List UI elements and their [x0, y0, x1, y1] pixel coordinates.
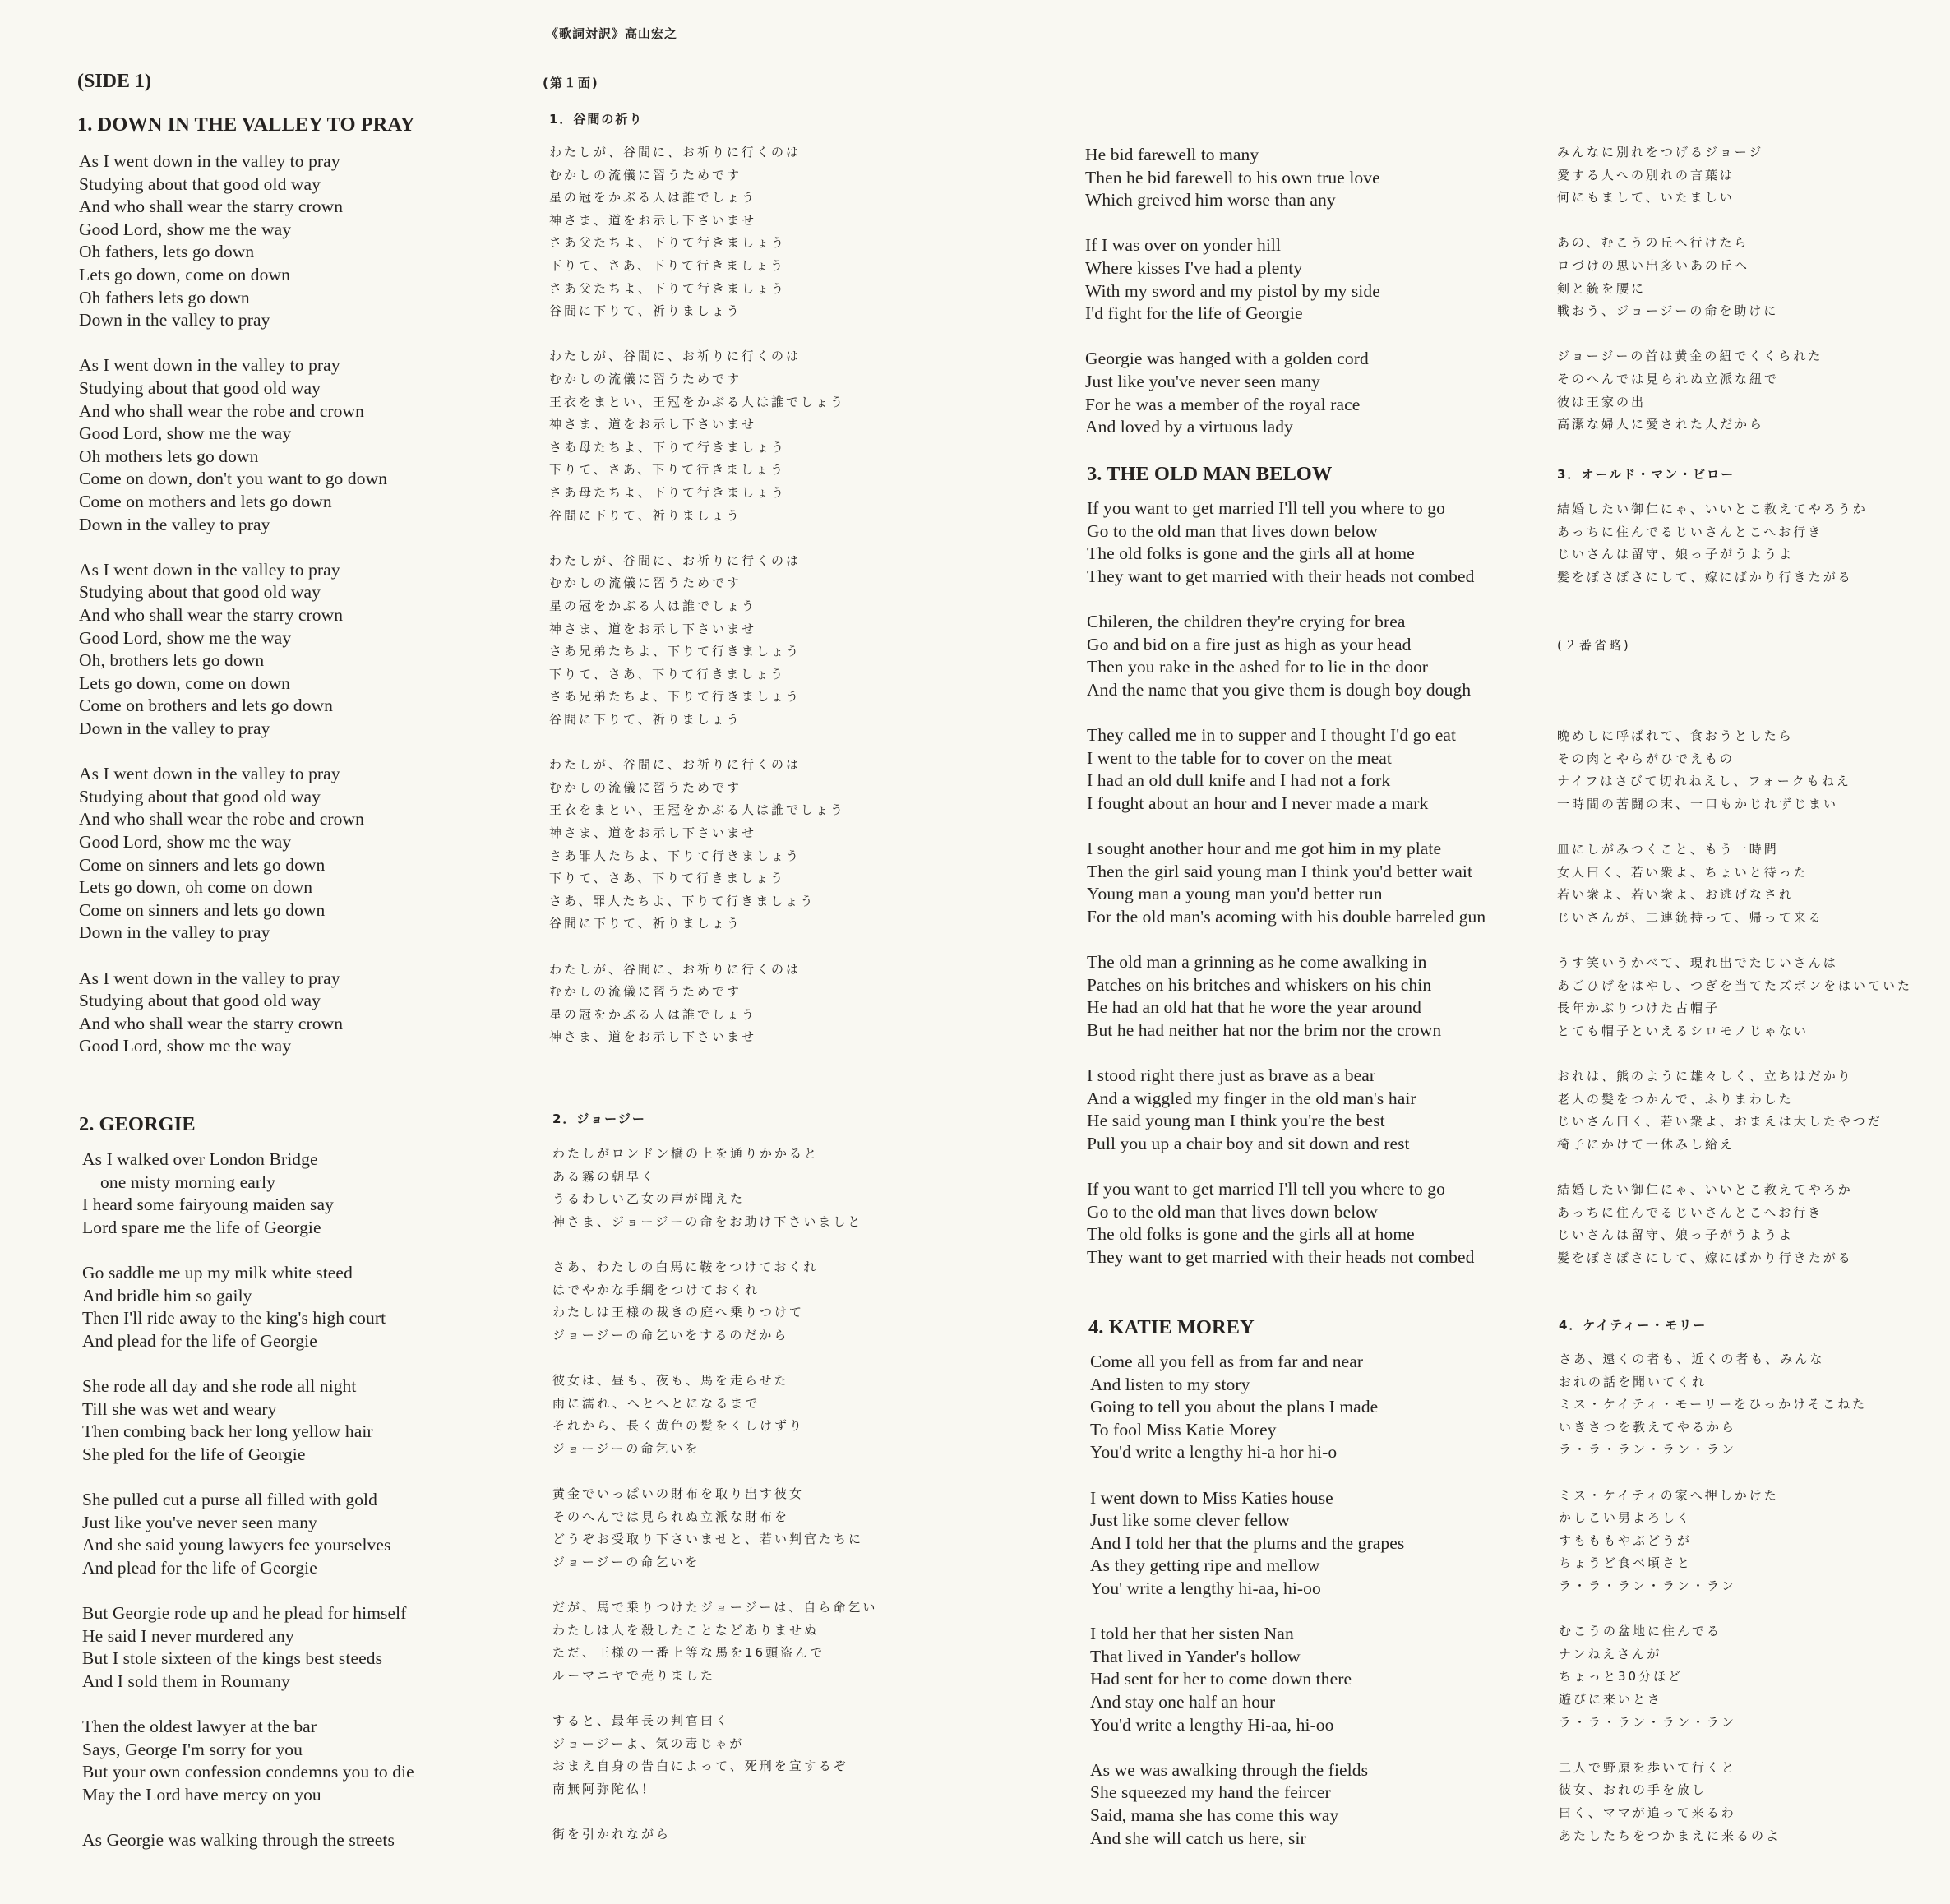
- lyric-line-jp: 結婚したい御仁にゃ、いいとこ教えてやろうか: [1557, 501, 1868, 516]
- lyric-line: Down in the valley to pray: [79, 310, 270, 330]
- lyric-line: I went to the table for to cover on the meat: [1087, 747, 1392, 768]
- lyric-line: As they getting ripe and mellow: [1090, 1555, 1320, 1576]
- lyric-line: Lord spare me the life of Georgie: [82, 1217, 321, 1237]
- lyric-line: Studying about that good old way: [79, 786, 321, 806]
- lyric-line: And listen to my story: [1090, 1374, 1250, 1394]
- lyric-line-jp: 王衣をまとい、王冠をかぶる人は誰でしょう: [549, 802, 846, 818]
- lyric-line-jp: むかしの流儀に習うためです: [549, 779, 742, 795]
- lyric-line-jp: 谷間に下りて、祈りましょう: [549, 712, 742, 727]
- lyric-line: Where kisses I've had a plenty: [1085, 258, 1303, 278]
- lyric-line-jp: わたしがロンドン橋の上を通りかかると: [552, 1146, 820, 1161]
- lyric-line: Studying about that good old way: [79, 991, 321, 1011]
- lyric-line: I told her that her sisten Nan: [1090, 1624, 1294, 1644]
- lyric-line: If I was over on yonder hill: [1085, 235, 1282, 256]
- lyric-line-jp: ロづけの思い出多いあの丘へ: [1557, 258, 1750, 273]
- lyric-line-jp: じいさんは留守、娘っ子がうようよ: [1557, 547, 1795, 562]
- lyric-line-jp: 遊びに来いとさ: [1559, 1692, 1663, 1707]
- lyric-line-jp: 戦おう、ジョージーの命を助けに: [1557, 303, 1779, 319]
- lyric-line: As I walked over London Bridge: [82, 1149, 318, 1169]
- lyric-line-jp: 星の冠をかぶる人は誰でしょう: [549, 598, 757, 613]
- side-label-en: (SIDE 1): [77, 71, 152, 92]
- lyric-line: Come on sinners and lets go down: [79, 899, 326, 920]
- lyric-line: You' write a lengthy hi-aa, hi-oo: [1090, 1578, 1321, 1598]
- lyric-line-jp: わたしは王様の裁きの庭へ乗りつけて: [552, 1305, 805, 1320]
- lyric-line-jp: 結婚したい御仁にゃ、いいとこ教えてやろか: [1557, 1182, 1853, 1197]
- lyric-line: As Georgie was walking through the streets: [82, 1830, 395, 1850]
- lyric-line: And who shall wear the starry crown: [79, 1013, 344, 1033]
- lyric-line-jp: さあ母たちよ、下りて行きましょう: [549, 485, 787, 500]
- lyric-line-jp: その肉とやらがひでえもの: [1557, 751, 1735, 766]
- lyric-line-jp: うるわしい乙女の声が聞えた: [552, 1191, 746, 1207]
- lyric-line-jp: 谷間に下りて、祈りましょう: [549, 303, 742, 319]
- lyric-line: Studying about that good old way: [79, 582, 321, 603]
- lyric-line: She rode all day and she rode all night: [82, 1376, 357, 1396]
- lyric-line: You'd write a lengthy hi-a hor hi-o: [1090, 1442, 1338, 1463]
- lyric-line: Oh fathers, lets go down: [79, 242, 255, 262]
- lyric-line: I went down to Miss Katies house: [1090, 1487, 1333, 1508]
- lyric-line: He said young man I think you're the best: [1087, 1111, 1385, 1131]
- lyric-line-jp: 神さま、道をお示し下さいませ: [549, 621, 757, 636]
- lyric-line-jp: 二人で野原を歩いて行くと: [1559, 1759, 1737, 1775]
- lyric-line-jp: じいさんは留守、娘っ子がうようよ: [1557, 1227, 1795, 1243]
- lyric-line-jp: 谷間に下りて、祈りましょう: [549, 507, 742, 523]
- lyric-line-jp: さあ罪人たちよ、下りて行きましょう: [549, 848, 802, 863]
- lyric-line: Good Lord, show me the way: [79, 627, 292, 648]
- lyric-line-jp: ジョージーの命乞いを: [552, 1554, 700, 1569]
- lyric-line: As I went down in the valley to pray: [79, 968, 340, 988]
- lyric-line-jp: 髪をぼさぼさにして、嫁にばかり行きたがる: [1557, 569, 1853, 585]
- lyric-line-jp: かしこい男よろしく: [1559, 1510, 1693, 1526]
- lyric-line: I had an old dull knife and I had not a fork: [1087, 770, 1391, 791]
- lyric-line: Down in the valley to pray: [79, 922, 270, 943]
- lyric-line-jp: 皿にしがみつくこと、もう一時間: [1557, 842, 1779, 857]
- lyric-line-jp: むかしの流儀に習うためです: [549, 984, 742, 1000]
- lyric-line-jp: それから、長く黄色の髪をくしけずり: [552, 1418, 805, 1434]
- lyric-line: She pled for the life of Georgie: [82, 1444, 306, 1464]
- lyric-line: Which greived him worse than any: [1085, 190, 1336, 210]
- lyric-line-jp: 一時間の苦闘の末、一口もかじれずじまい: [1557, 796, 1839, 811]
- lyric-line-jp: みんなに別れをつげるジョージ: [1557, 145, 1764, 159]
- lyric-line: They called me in to supper and I thought I'd go eat: [1087, 725, 1457, 745]
- lyric-line: I stood right there just as brave as a bear: [1087, 1065, 1376, 1085]
- lyric-line: If you want to get married I'll tell you where to go: [1087, 498, 1445, 518]
- lyric-line-jp: さあ父たちよ、下りて行きましょう: [549, 280, 787, 296]
- lyric-line: I'd fight for the life of Georgie: [1085, 303, 1303, 324]
- lyric-line: Down in the valley to pray: [79, 719, 270, 738]
- lyric-line: Come on mothers and lets go down: [79, 492, 332, 511]
- lyric-line-jp: 彼女は、昼も、夜も、馬を走らせた: [552, 1373, 789, 1388]
- lyric-line-jp: 晩めしに呼ばれて、食おうとしたら: [1557, 728, 1794, 743]
- lyric-line-jp: 谷間に下りて、祈りましょう: [549, 916, 742, 931]
- lyric-line-jp: 街を引かれながら: [552, 1827, 672, 1842]
- lyric-line-jp: 神さま、道をお示し下さいませ: [549, 212, 757, 228]
- lyric-line-jp: 雨に濡れ、へとへとになるまで: [552, 1395, 760, 1411]
- lyric-line: I heard some fairyoung maiden say: [82, 1195, 334, 1215]
- lyric-line-jp: いきさつを教えてやるから: [1559, 1419, 1737, 1435]
- lyric-line: And who shall wear the starry crown: [79, 196, 344, 217]
- lyric-line: But Georgie rode up and he plead for himself: [82, 1603, 407, 1623]
- lyric-line-jp: 星の冠をかぶる人は誰でしょう: [549, 190, 757, 206]
- lyric-line: And who shall wear the robe and crown: [79, 400, 364, 421]
- lyric-line-jp: だが、馬で乗りつけたジョージーは、自ら命乞い: [552, 1600, 878, 1615]
- lyric-line: As I went down in the valley to pray: [79, 764, 340, 784]
- lyric-line: To fool Miss Katie Morey: [1090, 1419, 1277, 1440]
- song-title: 2. GEORGIE: [79, 1113, 196, 1135]
- lyric-line-jp: さあ父たちよ、下りて行きましょう: [549, 235, 787, 251]
- lyric-line: They want to get married with their heads not combed: [1087, 566, 1475, 586]
- lyric-line-jp: ラ・ラ・ラン・ラン・ラン: [1559, 1578, 1737, 1593]
- lyric-line: Then you rake in the ashed for to lie in the door: [1087, 657, 1429, 677]
- lyric-line: For he was a member of the royal race: [1085, 394, 1361, 414]
- song-title: 3. THE OLD MAN BELOW: [1087, 463, 1333, 485]
- lyric-line: Studying about that good old way: [79, 173, 321, 194]
- lyric-line-jp: じいさんが、二連銃持って、帰って来る: [1557, 909, 1823, 925]
- lyric-line-jp: むかしの流儀に習うためです: [549, 575, 742, 591]
- lyric-line: And bridle him so gaily: [82, 1285, 252, 1306]
- lyric-line: Then I'll ride away to the king's high court: [82, 1308, 386, 1329]
- lyric-line: Down in the valley to pray: [79, 514, 270, 534]
- lyric-line-jp: ラ・ラ・ラン・ラン・ラン: [1559, 1442, 1737, 1458]
- lyric-line: The old folks is gone and the girls all at home: [1087, 1224, 1415, 1245]
- lyric-line-jp: 星の冠をかぶる人は誰でしょう: [549, 1006, 757, 1022]
- lyric-line: Then the girl said young man I think you'd better wait: [1087, 861, 1473, 881]
- lyric-line: If you want to get married I'll tell you where to go: [1087, 1179, 1445, 1199]
- lyric-line-jp: 高潔な婦人に愛された人だから: [1557, 417, 1765, 432]
- lyric-line: Had sent for her to come down there: [1090, 1669, 1352, 1689]
- lyric-line: Just like some clever fellow: [1090, 1510, 1290, 1531]
- lyric-line: For the old man's acoming with his double barreled gun: [1087, 906, 1486, 927]
- lyric-line-jp: さあ、遠くの者も、近くの者も、みんな: [1559, 1352, 1825, 1366]
- lyric-line: Said, mama she has come this way: [1090, 1805, 1339, 1825]
- lyric-line-jp: わたしが、谷間に、お祈りに行くのは: [549, 349, 802, 364]
- lyric-line-jp: うす笑いうかべて、現れ出でたじいさんは: [1557, 955, 1838, 970]
- lyric-line-jp: さあ兄弟たちよ、下りて行きましょう: [549, 689, 802, 705]
- lyric-line: And stay one half an hour: [1090, 1692, 1276, 1712]
- lyric-line-jp: 下りて、さあ、下りて行きましょう: [549, 666, 786, 682]
- lyric-line: Oh, brothers lets go down: [79, 650, 265, 671]
- lyric-line: Patches on his britches and whiskers on his chin: [1087, 974, 1432, 995]
- lyric-line-jp: わたしが、谷間に、お祈りに行くのは: [549, 961, 802, 977]
- lyric-line-jp: わたしが、谷間に、お祈りに行くのは: [549, 757, 802, 773]
- lyric-line-jp: あの、むこうの丘へ行けたら: [1557, 235, 1749, 251]
- lyric-line-jp: 女人曰く、若い衆よ、ちょいと待った: [1557, 864, 1809, 880]
- lyric-line-jp: ミス・ケイティの家へ押しかけた: [1559, 1487, 1779, 1503]
- lyric-line: Come all you fell as from far and near: [1090, 1352, 1364, 1371]
- lyric-line: Good Lord, show me the way: [79, 832, 292, 852]
- lyric-line: As I went down in the valley to pray: [79, 355, 340, 376]
- lyric-line-jp: あごひげをはやし、つぎを当てたズボンをはいていた: [1557, 977, 1913, 993]
- lyric-line-jp: 曰く、ママが追って来るわ: [1559, 1805, 1736, 1820]
- lyric-line-jp: ルーマニヤで売りました: [552, 1667, 716, 1683]
- lyric-line-jp: 老人の髪をつかんで、ふりまわした: [1557, 1091, 1794, 1107]
- lyric-line-jp: 下りて、さあ、下りて行きましょう: [549, 871, 786, 886]
- lyric-line-jp: ミス・ケイティ・モーリーをひっかけそこねた: [1559, 1397, 1868, 1412]
- song-title-jp: 3．オールド・マン・ビロー: [1557, 467, 1735, 482]
- lyric-line-jp: ジョージーの首は黄金の紐でくくられた: [1557, 349, 1823, 364]
- lyric-line: Lets go down, come on down: [79, 672, 290, 693]
- lyric-line: Good Lord, show me the way: [79, 1036, 292, 1056]
- lyric-line: He bid farewell to many: [1085, 145, 1259, 164]
- lyric-line: Go to the old man that lives down below: [1087, 520, 1378, 541]
- lyric-line: But I stole sixteen of the kings best steeds: [82, 1648, 383, 1669]
- lyric-line: Lets go down, oh come on down: [79, 877, 313, 898]
- lyric-line: Going to tell you about the plans I made: [1090, 1397, 1379, 1417]
- lyric-line-jp: さあ、罪人たちよ、下りて行きましょう: [549, 893, 816, 908]
- lyric-line-jp: あたしたちをつかまえに来るのよ: [1559, 1828, 1781, 1843]
- lyric-line-jp: 下りて、さあ、下りて行きましょう: [549, 462, 786, 478]
- lyric-line: Come on sinners and lets go down: [79, 854, 326, 875]
- lyric-line-jp: 神さま、道をお示し下さいませ: [549, 417, 757, 432]
- lyric-line-jp: 神さま、ジョージーの命をお助け下さいましと: [552, 1213, 863, 1229]
- lyric-line: Go saddle me up my milk white steed: [82, 1263, 353, 1282]
- lyric-line: As I went down in the valley to pray: [79, 151, 340, 171]
- lyric-line-jp: じいさん曰く、若い衆よ、おまえは大したやつだ: [1557, 1114, 1883, 1130]
- lyric-line-jp: ナイフはさびて切れねえし、フォークもねえ: [1557, 774, 1851, 789]
- lyric-line: And the name that you give them is dough boy dough: [1087, 679, 1472, 700]
- lyric-line: And she will catch us here, sir: [1090, 1828, 1306, 1848]
- lyric-line: Studying about that good old way: [79, 378, 321, 398]
- lyric-line-jp: むこうの盆地に住んでる: [1559, 1624, 1722, 1639]
- lyric-line: She pulled cut a purse all filled with gold: [82, 1490, 377, 1509]
- lyric-line: Georgie was hanged with a golden cord: [1085, 349, 1369, 369]
- lyric-line: And a wiggled my finger in the old man's hair: [1087, 1088, 1416, 1108]
- lyric-line-jp: さあ、わたしの白馬に鞍をつけておくれ: [552, 1259, 819, 1274]
- song-title: 1. DOWN IN THE VALLEY TO PRAY: [77, 113, 415, 136]
- lyric-line: Go and bid on a fire just as high as your head: [1087, 634, 1412, 654]
- lyric-line-jp: はでやかな手綱をつけておくれ: [552, 1282, 760, 1297]
- lyric-line-jp: 何にもまして、いたましい: [1557, 190, 1735, 206]
- lyric-line: Just like you've never seen many: [82, 1512, 317, 1532]
- lyric-line-jp: 神さま、道をお示し下さいませ: [549, 825, 757, 840]
- lyric-line: And who shall wear the robe and crown: [79, 809, 364, 830]
- lyric-line: Just like you've never seen many: [1085, 372, 1320, 391]
- lyric-line: May the Lord have mercy on you: [82, 1784, 321, 1805]
- lyric-line: Then combing back her long yellow hair: [82, 1421, 373, 1442]
- lyric-line-jp: そのへんでは見られぬ立派な財布を: [552, 1509, 790, 1524]
- lyric-line-jp: そのへんでは見られぬ立派な紐で: [1557, 372, 1780, 386]
- lyric-line-jp: 下りて、さあ、下りて行きましょう: [549, 258, 786, 273]
- lyric-line-jp: むかしの流儀に習うためです: [549, 372, 742, 386]
- side-label-jp: (第１面): [543, 76, 599, 90]
- lyric-line: With my sword and my pistol by my side: [1085, 280, 1380, 301]
- lyric-line: Then the oldest lawyer at the bar: [82, 1717, 317, 1736]
- lyric-line: And who shall wear the starry crown: [79, 605, 344, 625]
- lyric-line: But your own confession condemns you to die: [82, 1762, 414, 1782]
- lyric-line-jp: (２番省略): [1557, 637, 1631, 653]
- lyric-line: He said I never murdered any: [82, 1625, 294, 1646]
- lyric-line-jp: さあ母たちよ、下りて行きましょう: [549, 439, 787, 455]
- lyric-line: Lets go down, come on down: [79, 265, 290, 284]
- lyric-line-jp: ある霧の朝早く: [552, 1168, 657, 1184]
- lyric-line-jp: 神さま、道をお示し下さいませ: [549, 1029, 757, 1045]
- lyric-line-jp: 黄金でいっぱいの財布を取り出す彼女: [552, 1486, 805, 1501]
- lyric-line: They want to get married with their heads not combed: [1087, 1246, 1475, 1267]
- lyric-line: As we was awalking through the fields: [1090, 1759, 1369, 1780]
- lyric-line: Come on brothers and lets go down: [79, 696, 334, 716]
- lyric-line-jp: すると、最年長の判官曰く: [552, 1713, 731, 1728]
- lyric-line: Says, George I'm sorry for you: [82, 1739, 303, 1759]
- lyric-line-jp: あっちに住んでるじいさんとこへお行き: [1557, 1204, 1823, 1220]
- lyric-line-jp: とても帽子といえるシロモノじゃない: [1557, 1023, 1809, 1038]
- lyric-line: Come on down, don't you want to go down: [79, 469, 388, 489]
- lyric-line: Oh mothers lets go down: [79, 446, 259, 466]
- lyric-line: And plead for the life of Georgie: [82, 1330, 317, 1351]
- lyric-line-jp: ジョージーの命乞いを: [552, 1440, 700, 1456]
- lyric-line: But he had neither hat nor the brim nor the crown: [1087, 1019, 1442, 1040]
- lyric-line: Pull you up a chair boy and sit down and rest: [1087, 1133, 1410, 1153]
- lyric-line-jp: わたしは人を殺したことなどありませぬ: [552, 1622, 820, 1638]
- lyric-line-jp: ただ、王様の一番上等な馬を16頭盗んで: [552, 1645, 825, 1661]
- song-title: 4. KATIE MOREY: [1088, 1316, 1255, 1338]
- lyric-line-jp: 南無阿弥陀仏！: [552, 1781, 657, 1796]
- lyric-line: The old folks is gone and the girls all at home: [1087, 543, 1415, 564]
- translator-credit: 《歌詞対訳》高山宏之: [546, 26, 678, 41]
- lyric-line-jp: ジョージーの命乞いをするのだから: [552, 1327, 789, 1343]
- lyric-line-jp: わたしが、谷間に、お祈りに行くのは: [549, 145, 802, 159]
- lyric-line-jp: 剣と銃を腰に: [1557, 280, 1647, 296]
- lyric-line: Chileren, the children they're crying for brea: [1087, 612, 1406, 631]
- lyric-line-jp: 彼女、おれの手を放し: [1559, 1782, 1707, 1798]
- lyric-line: I fought about an hour and I never made a mark: [1087, 793, 1429, 813]
- lyric-line-jp: おまえ自身の告白によって、死刑を宣するぞ: [552, 1758, 848, 1774]
- lyric-line-jp: 椅子にかけて一休みし給え: [1557, 1136, 1735, 1152]
- lyric-line-jp: ちょっと30分ほど: [1559, 1669, 1684, 1684]
- lyric-line-jp: さあ兄弟たちよ、下りて行きましょう: [549, 644, 802, 659]
- lyric-line: And plead for the life of Georgie: [82, 1557, 317, 1578]
- lyric-line: Oh fathers lets go down: [79, 287, 250, 307]
- lyric-line-jp: ジョージーよ、気の毒じゃが: [552, 1735, 745, 1751]
- lyric-line-jp: ちょうど食べ頃さと: [1559, 1555, 1693, 1571]
- lyric-line-jp: 若い衆よ、若い衆よ、お逃げなされ: [1557, 887, 1795, 903]
- lyric-line-jp: 王衣をまとい、王冠をかぶる人は誰でしょう: [549, 394, 846, 409]
- lyric-line: As I went down in the valley to pray: [79, 559, 340, 580]
- lyric-line-jp: わたしが、谷間に、お祈りに行くのは: [549, 552, 802, 568]
- lyric-line: Good Lord, show me the way: [79, 423, 292, 444]
- lyric-line-jp: どうぞお受取り下さいませと、若い判官たちに: [552, 1532, 864, 1547]
- lyric-line: And loved by a virtuous lady: [1085, 417, 1293, 437]
- lyric-line: Till she was wet and weary: [82, 1398, 277, 1419]
- lyric-line: Then he bid farewell to his own true love: [1085, 167, 1380, 187]
- lyric-line-jp: ナンねえさんが: [1559, 1646, 1662, 1661]
- lyric-line-jp: あっちに住んでるじいさんとこへお行き: [1557, 524, 1823, 539]
- lyric-line: Go to the old man that lives down below: [1087, 1201, 1378, 1222]
- lyric-line-jp: 長年かぶりつけた古帽子: [1557, 1001, 1721, 1016]
- lyric-line: You'd write a lengthy Hi-aa, hi-oo: [1090, 1714, 1334, 1735]
- lyric-line-jp: 愛する人への別れの言葉は: [1557, 167, 1735, 183]
- lyric-line: And I told her that the plums and the grapes: [1090, 1532, 1405, 1553]
- lyric-line: The old man a grinning as he come awalking in: [1087, 952, 1427, 972]
- song-title-jp: 1．谷間の祈り: [549, 112, 644, 127]
- lyric-line-jp: ラ・ラ・ラン・ラン・ラン: [1559, 1714, 1737, 1730]
- lyric-line: She squeezed my hand the feircer: [1090, 1782, 1331, 1803]
- lyric-line: one misty morning early: [100, 1172, 276, 1192]
- song-title-jp: 4．ケイティー・モリー: [1559, 1318, 1707, 1333]
- lyric-line: That lived in Yander's hollow: [1090, 1646, 1301, 1666]
- lyric-line-jp: すもももやぶどうが: [1559, 1532, 1693, 1548]
- lyric-line: Good Lord, show me the way: [79, 219, 292, 239]
- lyric-line: He had an old hat that he wore the year around: [1087, 997, 1421, 1018]
- lyric-line: I sought another hour and me got him in my plate: [1087, 839, 1442, 858]
- lyric-line-jp: おれは、熊のように雄々しく、立ちはだかり: [1557, 1069, 1853, 1084]
- lyric-line-jp: 髪をぼさぼさにして、嫁にばかり行きたがる: [1557, 1250, 1853, 1265]
- lyric-line: And she said young lawyers fee yourselves: [82, 1535, 391, 1555]
- lyric-line-jp: 彼は王家の出: [1557, 394, 1647, 409]
- lyric-line-jp: むかしの流儀に習うためです: [549, 167, 742, 183]
- song-title-jp: 2．ジョージー: [552, 1111, 646, 1126]
- lyric-line: And I sold them in Roumany: [82, 1671, 290, 1691]
- lyric-line-jp: おれの話を聞いてくれ: [1559, 1374, 1707, 1389]
- lyric-line: Young man a young man you'd better run: [1087, 884, 1383, 904]
